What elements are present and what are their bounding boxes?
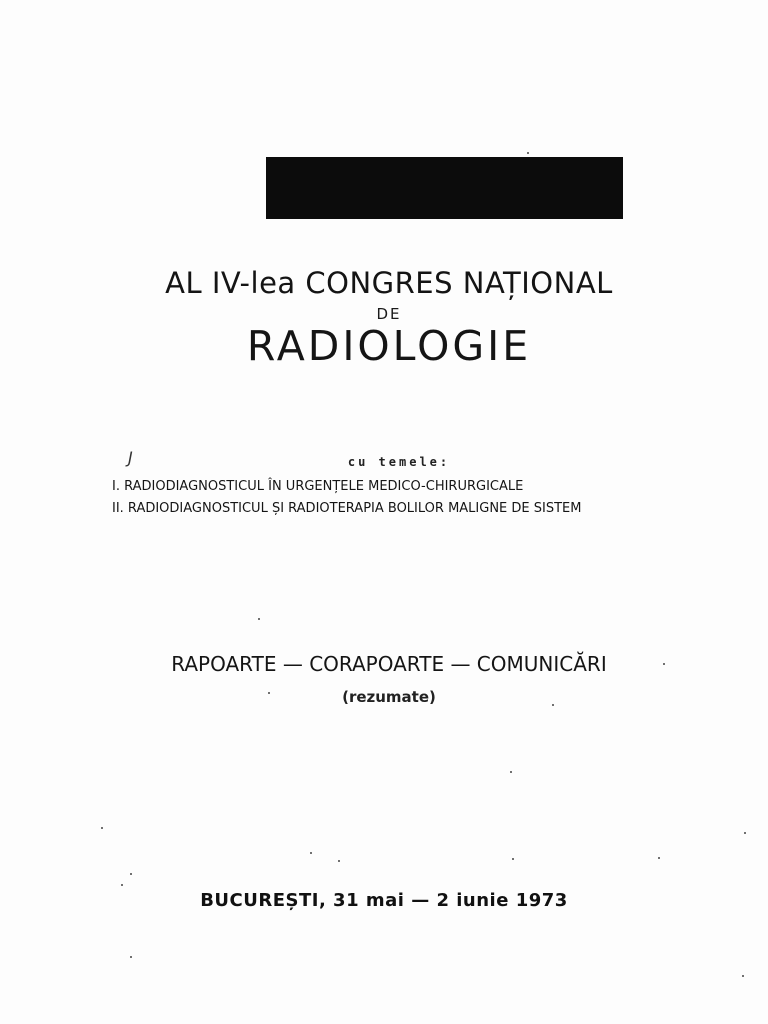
scan-speck [258,618,260,620]
congress-title: AL IV-lea CONGRES NAȚIONAL [165,266,613,300]
theme-item-2: II. RADIODIAGNOSTICUL ȘI RADIOTERAPIA BOLILOR MALIGNE DE SISTEM [112,501,582,516]
handwritten-mark: J [128,448,133,467]
themes-intro: cu temele: [347,455,451,469]
redaction-block [266,157,623,219]
scan-speck [310,852,312,854]
title-connector: DE [376,305,402,323]
main-title: RADIOLOGIE [246,322,532,370]
scan-speck [130,956,132,958]
place-and-date: BUCUREȘTI, 31 mai — 2 iunie 1973 [200,890,568,911]
scan-speck [742,975,744,977]
scan-speck [744,832,746,834]
scan-speck [510,771,512,773]
scan-speck [552,704,554,706]
content-types: RAPOARTE — CORAPOARTE — COMUNICĂRI [171,652,607,676]
scan-speck [268,692,270,694]
scan-speck [121,884,123,886]
scan-speck [527,152,529,154]
scan-speck [338,860,340,862]
content-note: (rezumate) [342,688,436,706]
scan-speck [512,858,514,860]
scan-speck [130,873,132,875]
theme-item-1: I. RADIODIAGNOSTICUL ÎN URGENȚELE MEDICO-CHIRURGICALE [112,479,524,494]
scan-speck [101,827,103,829]
scan-speck [658,857,660,859]
scan-speck [663,663,665,665]
